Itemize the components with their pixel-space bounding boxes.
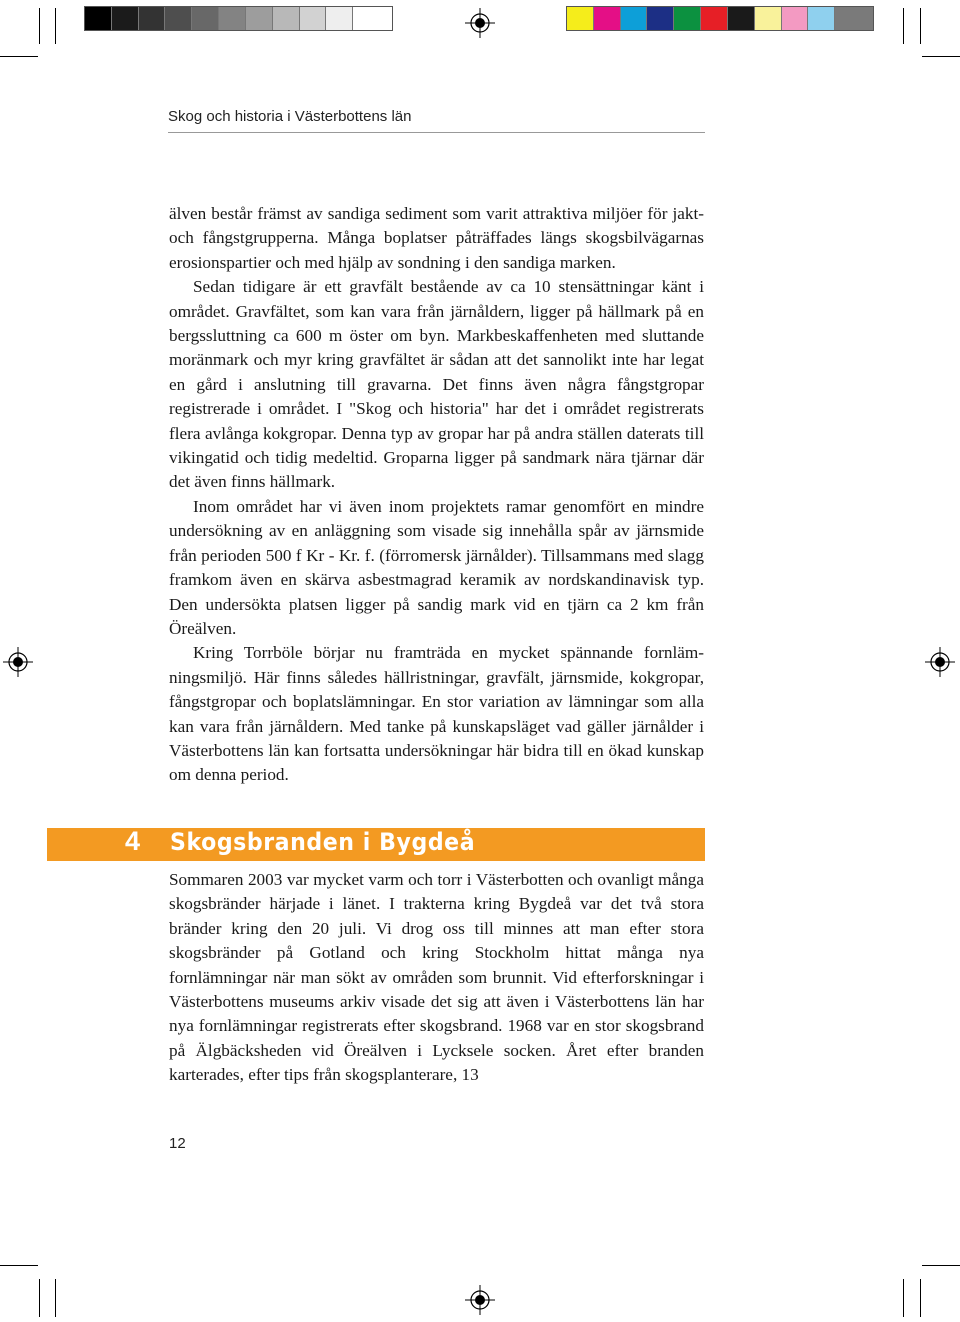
registration-mark-icon [925,647,955,677]
color-swatch [567,7,594,30]
gray-swatch [353,7,392,30]
body-text [169,202,704,788]
paragraph: älven består främst av sandiga sediment som varit attraktiva miljöer för jakt- och fångstgrupperna. Många boplatser påträffades längs skogsbilvägarnas erosionspartier och med hjälp av sondning i den sandiga marken. [169,204,704,272]
gray-swatch [246,7,273,30]
crop-mark [39,8,40,44]
color-swatch [835,7,873,30]
crop-mark [55,1279,56,1317]
gray-swatch [192,7,219,30]
crop-mark [903,1279,904,1317]
gray-swatch [139,7,166,30]
crop-mark [922,56,960,57]
running-head: Skog och historia i Västerbottens län [168,108,412,125]
section-number: 4 [125,826,141,856]
gray-swatch [112,7,139,30]
paragraph: Inom området har vi även inom projektets ramar genomfört en mindre undersökning av en anläggning som visade sig innehålla spår av järnsmide från perioden 500 f Kr - Kr. f. (förromersk järnålder). Tillsammans med slagg framkom även en skärva asbestmagrad keramik av nordskandinavisk typ. Den undersökta platsen ligger på sandig mark vid en tjärn ca 2 km från Öreälven. [169,496,704,638]
process-color-bar [566,6,874,31]
gray-swatch [326,7,353,30]
color-swatch [808,7,835,30]
color-swatch [621,7,648,30]
grayscale-color-bar [84,6,393,31]
registration-mark-icon [3,647,33,677]
header-rule [168,132,705,133]
paragraph: Sommaren 2003 var mycket varm och torr i Västerbotten och ovanligt många skogsbränder härjade i länet. I trakterna kring Bygdeå var det två stora bränder kring den 20 juli. Vi drog oss till minnes att man efter stora skogsbränder på Gotland och kring Stockholm hittat många nya fornlämningar när man sökt av områden som brunnit. Vid efterforskningar i Västerbottens museums arkiv visade det sig att även i Västerbottens län har nya fornlämningar registrerats efter skogsbrand. 1968 var en stor skogsbrand på Älgbäcksheden vid Öreälven i Lycksele socken. Året efter branden karterades, efter tips från skogsplanterare, 13 [169,870,704,1085]
registration-mark-icon [465,1285,495,1315]
color-swatch [647,7,674,30]
registration-mark-icon [465,8,495,38]
crop-mark [922,1265,960,1266]
gray-swatch [165,7,192,30]
paragraph: Sedan tidigare är ett gravfält bestående av ca 10 stensättningar känt i området. Gravfältet, som kan vara från järnåldern, ligger på hällmark på en bergssluttning ca 600 m öster om byn. Markbeskaffenheten med sluttande moränmark och myr kring gravfältet är sådan att det sannolikt inte har legat en gård i anslutning till gravarna. Det finns även några fångstgropar registrerade i området. I "Skog och historia" har det i området registrerats flera avlånga kokgropar. Denna typ av gropar har på andra ställen daterats till vikingatid och tidig medeltid. Groparna ligger på sandmark nära tjärnar där det även finns hällmark. [169,277,704,492]
crop-mark [0,56,38,57]
crop-mark [920,8,921,44]
page-number: 12 [169,1135,186,1152]
crop-mark [0,1265,38,1266]
section-title: Skogsbranden i Bygdeå [170,828,476,856]
crop-mark [920,1279,921,1317]
crop-mark [903,8,904,44]
gray-swatch [85,7,112,30]
color-swatch [594,7,621,30]
section-body-text [169,868,704,1088]
color-swatch [782,7,809,30]
crop-mark [55,8,56,44]
gray-swatch [300,7,327,30]
color-swatch [701,7,728,30]
gray-swatch [219,7,246,30]
gray-swatch [273,7,300,30]
color-swatch [755,7,782,30]
color-swatch [728,7,755,30]
color-swatch [674,7,701,30]
crop-mark [39,1279,40,1317]
paragraph: Kring Torrböle börjar nu framträda en mycket spännande fornlämningsmiljö. Här finns således hällristningar, gravfält, järnsmide, kokgropar, fångstgropar och boplatslämningar. En stor variation av lämningar som alla kan vara från järnåldern. Med tanke på kunskapsläget vad gäller järnålder i Västerbottens län kan fortsatta undersökningar här bidra till en ökad kunskap om denna period. [169,643,704,785]
